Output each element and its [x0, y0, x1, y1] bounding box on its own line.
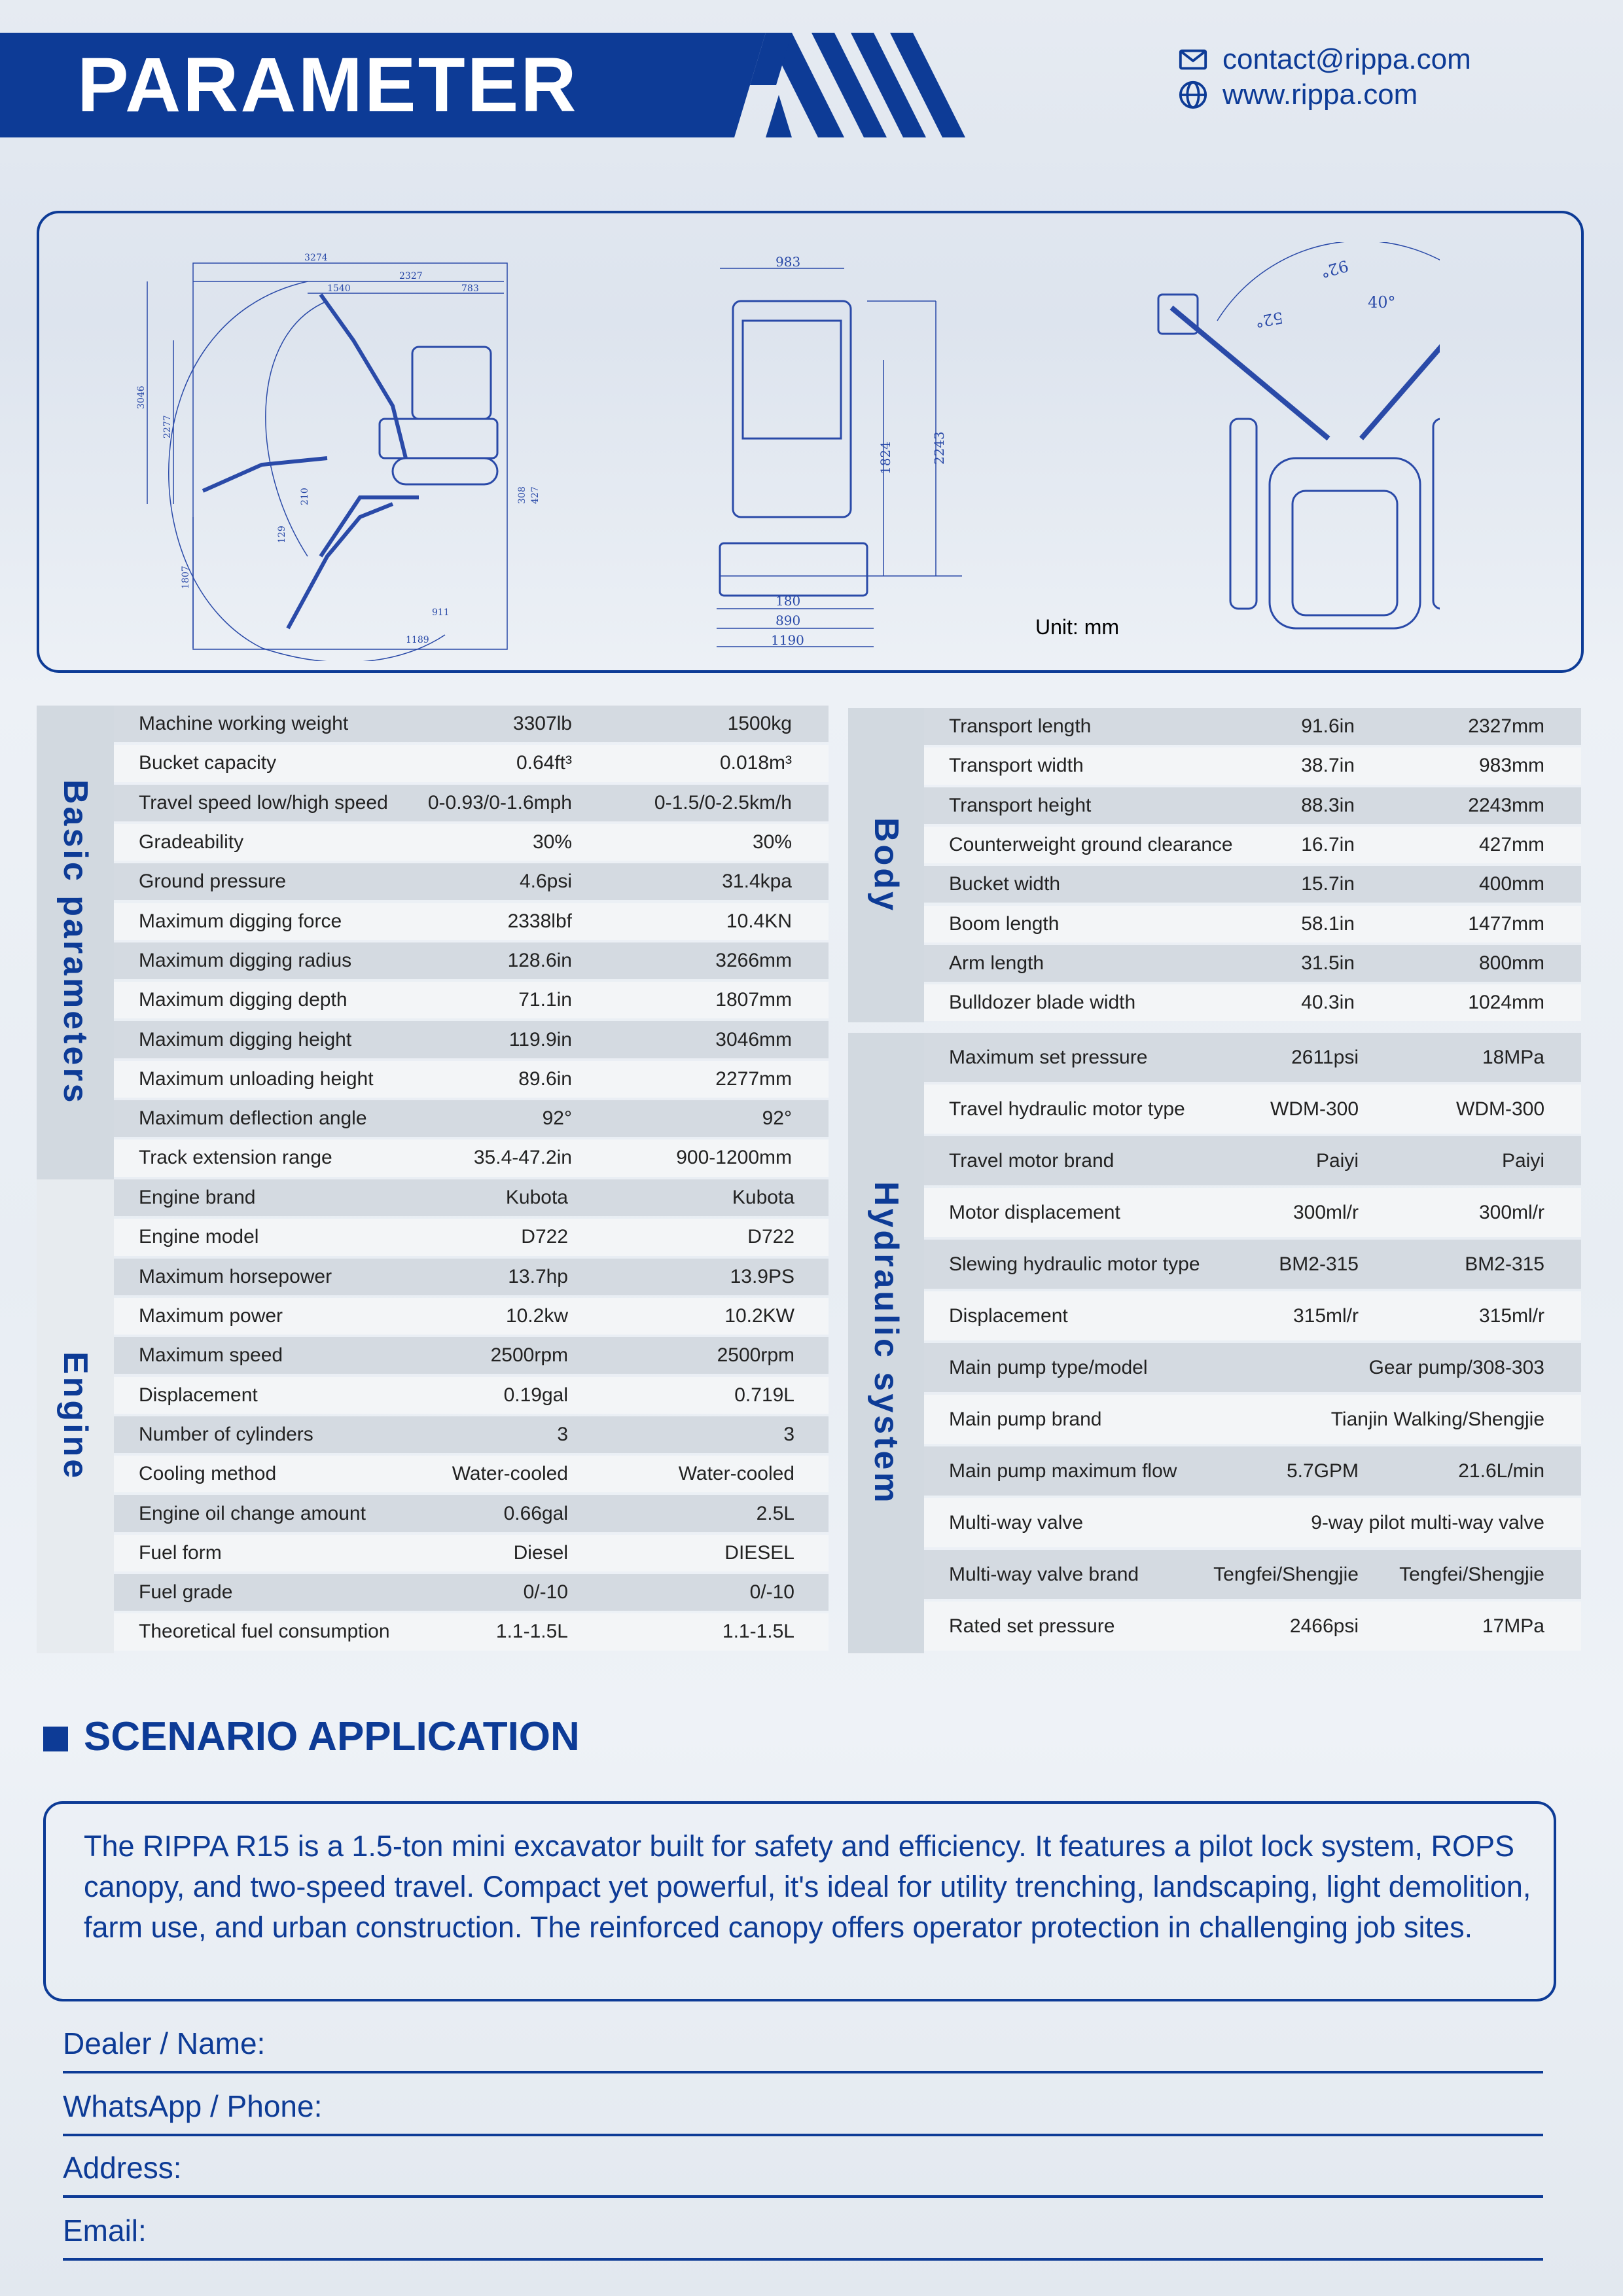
row-value-metric: 1477mm: [1468, 912, 1544, 935]
technical-drawings: [131, 242, 1440, 661]
row-label: Slewing hydraulic motor type: [949, 1253, 1200, 1275]
row-label: Fuel form: [139, 1541, 222, 1564]
table-row: [114, 1337, 829, 1374]
row-label: Engine brand: [139, 1187, 256, 1209]
svg-text:983: 983: [776, 254, 801, 270]
contact-email[interactable]: [1178, 43, 1471, 76]
row-value-imperial: D722: [521, 1226, 568, 1248]
row-label: Boom length: [949, 912, 1060, 935]
row-label: Fuel grade: [139, 1581, 233, 1604]
row-value-metric: 1500kg: [727, 713, 792, 735]
globe-icon: [1178, 80, 1208, 110]
row-label: Displacement: [949, 1304, 1068, 1327]
unit-label: Unit: mm: [1035, 615, 1119, 639]
table-row: [114, 863, 829, 900]
row-value-imperial: 91.6in: [1301, 715, 1355, 738]
row-value-imperial: 3307lb: [512, 713, 572, 735]
row-label: Rated set pressure: [949, 1615, 1115, 1637]
table-row: [114, 1259, 829, 1295]
row-value: Gear pump/308-303: [1368, 1356, 1544, 1378]
row-label: Travel motor brand: [949, 1149, 1115, 1172]
body-label-block: [848, 708, 924, 1022]
row-value-imperial: 58.1in: [1301, 912, 1355, 935]
table-row: [924, 787, 1581, 824]
svg-text:1540: 1540: [327, 283, 351, 294]
svg-text:92°: 92°: [1319, 256, 1351, 281]
row-value-metric: WDM-300: [1455, 1098, 1544, 1120]
row-label: Multi-way valve brand: [949, 1563, 1139, 1585]
row-value-metric: 300ml/r: [1478, 1201, 1544, 1223]
svg-text:1824: 1824: [878, 441, 893, 475]
row-value-metric: 18MPa: [1482, 1046, 1544, 1068]
svg-text:2243: 2243: [931, 431, 947, 465]
row-value-metric: 2243mm: [1468, 794, 1544, 816]
side-view-drawing: [147, 263, 507, 661]
engine-label-block: [37, 1179, 114, 1653]
row-value-imperial: 13.7hp: [508, 1265, 568, 1287]
row-value-metric: 1.1-1.5L: [722, 1621, 794, 1643]
table-row: [924, 1395, 1581, 1444]
row-value-imperial: 92°: [542, 1107, 572, 1130]
table-row: [114, 745, 829, 781]
row-label: Number of cylinders: [139, 1423, 313, 1445]
table-row: [114, 1179, 829, 1216]
row-label: Maximum digging force: [139, 910, 342, 932]
row-label: Multi-way valve: [949, 1511, 1084, 1534]
row-value-imperial: BM2-315: [1279, 1253, 1359, 1275]
row-label: Engine oil change amount: [139, 1502, 366, 1524]
row-label: Transport height: [949, 794, 1092, 816]
row-value-imperial: 30%: [532, 831, 572, 853]
row-label: Maximum horsepower: [139, 1265, 332, 1287]
svg-text:3274: 3274: [304, 253, 328, 263]
table-row: [114, 1574, 829, 1611]
row-value: Tianjin Walking/Shengjie: [1330, 1408, 1544, 1430]
table-row: [114, 1021, 829, 1058]
row-value-metric: 400mm: [1478, 873, 1544, 895]
row-value-metric: BM2-315: [1465, 1253, 1544, 1275]
row-value-metric: 21.6L/min: [1458, 1460, 1544, 1482]
row-value-imperial: Water-cooled: [452, 1463, 568, 1485]
svg-text:890: 890: [776, 613, 801, 628]
row-value-metric: 3266mm: [715, 949, 792, 971]
svg-text:1807: 1807: [181, 565, 191, 589]
row-label: Engine model: [139, 1226, 259, 1248]
row-value-metric: 983mm: [1478, 755, 1544, 777]
svg-text:308: 308: [517, 486, 527, 504]
engine-label: Engine: [56, 1352, 94, 1481]
row-label: Transport width: [949, 755, 1084, 777]
table-row: [114, 1219, 829, 1255]
table-row: [114, 1139, 829, 1176]
row-value-metric: 2277mm: [715, 1067, 792, 1090]
table-row: [924, 866, 1581, 903]
row-value-metric: 3046mm: [715, 1028, 792, 1050]
hydraulic-label: Hydraulic system: [867, 1181, 905, 1505]
row-label: Machine working weight: [139, 713, 349, 735]
table-row: [114, 1495, 829, 1532]
table-row: [114, 1298, 829, 1335]
table-row: [924, 945, 1581, 982]
row-value-imperial: 71.1in: [518, 989, 572, 1011]
row-value-metric: Tengfei/Shengjie: [1399, 1563, 1544, 1585]
row-value-imperial: 128.6in: [507, 949, 572, 971]
row-value-imperial: 0-0.93/0-1.6mph: [427, 791, 572, 814]
table-row: [114, 1061, 829, 1098]
address-field[interactable]: Address:: [63, 2140, 1543, 2198]
row-value-metric: 1024mm: [1468, 992, 1544, 1014]
row-value-imperial: 5.7GPM: [1286, 1460, 1359, 1482]
top-view-drawing: [1158, 242, 1440, 628]
row-value-imperial: 2466psi: [1289, 1615, 1359, 1637]
table-row: [114, 824, 829, 861]
svg-text:1189: 1189: [406, 635, 429, 645]
row-value-imperial: 0.19gal: [503, 1384, 568, 1406]
row-label: Arm length: [949, 952, 1044, 974]
row-value-imperial: 10.2kw: [505, 1305, 568, 1327]
svg-text:911: 911: [432, 607, 450, 618]
row-label: Bulldozer blade width: [949, 992, 1136, 1014]
row-label: Transport length: [949, 715, 1092, 738]
table-row: [114, 982, 829, 1018]
row-value-metric: Paiyi: [1501, 1149, 1544, 1172]
row-value-imperial: 15.7in: [1301, 873, 1355, 895]
table-row: [924, 1343, 1581, 1392]
row-value-imperial: Paiyi: [1315, 1149, 1359, 1172]
row-label: Main pump maximum flow: [949, 1460, 1177, 1482]
website-text: www.rippa.com: [1222, 79, 1418, 111]
row-value-imperial: 119.9in: [508, 1028, 572, 1050]
row-value-imperial: 2500rpm: [490, 1344, 568, 1367]
table-row: [924, 1602, 1581, 1651]
row-value-imperial: 4.6psi: [519, 870, 572, 893]
table-row: [114, 1456, 829, 1492]
row-value-metric: 427mm: [1478, 834, 1544, 856]
row-value-imperial: 35.4-47.2in: [473, 1147, 572, 1169]
row-value-metric: 0.018m³: [719, 752, 792, 774]
row-value-metric: 0/-10: [749, 1581, 794, 1604]
table-row: [924, 747, 1581, 784]
row-value-metric: 800mm: [1478, 952, 1544, 974]
table-row: [924, 1136, 1581, 1185]
svg-text:783: 783: [461, 283, 479, 294]
table-row: [924, 1291, 1581, 1340]
svg-text:2327: 2327: [399, 271, 423, 281]
svg-text:129: 129: [277, 526, 287, 543]
table-row: [114, 1100, 829, 1137]
table-row: [924, 1550, 1581, 1599]
table-row: [114, 1535, 829, 1571]
basic-parameters-label-block: [37, 706, 114, 1179]
row-label: Main pump type/model: [949, 1356, 1148, 1378]
svg-text:180: 180: [776, 593, 801, 609]
table-row: [924, 1033, 1581, 1082]
table-row: [924, 906, 1581, 942]
row-label: Theoretical fuel consumption: [139, 1621, 390, 1643]
row-value-imperial: Diesel: [513, 1541, 568, 1564]
table-row: [114, 706, 829, 742]
row-value-metric: 13.9PS: [730, 1265, 794, 1287]
row-label: Ground pressure: [139, 870, 287, 893]
row-value-imperial: 2338lbf: [507, 910, 572, 932]
row-value-metric: 0-1.5/0-2.5km/h: [654, 791, 792, 814]
row-value-metric: 900-1200mm: [676, 1147, 792, 1169]
row-value-imperial: 0/-10: [523, 1581, 568, 1604]
row-value-metric: 3: [783, 1423, 794, 1445]
table-row: [114, 1613, 829, 1650]
row-value-metric: 315ml/r: [1478, 1304, 1544, 1327]
table-row: [114, 1416, 829, 1453]
row-label: Gradeability: [139, 831, 244, 853]
row-label: Bucket capacity: [139, 752, 277, 774]
row-value: 9-way pilot multi-way valve: [1311, 1511, 1544, 1534]
row-value-imperial: Tengfei/Shengjie: [1213, 1563, 1359, 1585]
row-label: Counterweight ground clearance: [949, 834, 1233, 856]
svg-text:210: 210: [300, 488, 310, 505]
table-row: [924, 1188, 1581, 1237]
table-row: [924, 708, 1581, 745]
table-row: [924, 1240, 1581, 1289]
row-label: Displacement: [139, 1384, 258, 1406]
row-value-metric: Kubota: [732, 1187, 794, 1209]
row-value-imperial: 31.5in: [1301, 952, 1355, 974]
mail-icon: [1178, 45, 1208, 75]
row-value-metric: 92°: [762, 1107, 792, 1130]
row-label: Maximum deflection angle: [139, 1107, 367, 1130]
row-value-metric: 30%: [752, 831, 792, 853]
brand-logo-stripes: [694, 33, 982, 137]
row-value-metric: 2500rpm: [717, 1344, 794, 1367]
row-value-imperial: WDM-300: [1270, 1098, 1359, 1120]
table-row: [924, 1498, 1581, 1547]
email-text: contact@rippa.com: [1222, 43, 1471, 75]
svg-text:40°: 40°: [1368, 293, 1396, 312]
row-label: Maximum unloading height: [139, 1067, 374, 1090]
page-title: PARAMETER: [77, 42, 579, 128]
row-value-imperial: 16.7in: [1301, 834, 1355, 856]
row-value-imperial: 2611psi: [1291, 1046, 1359, 1068]
row-value-imperial: 38.7in: [1301, 755, 1355, 777]
svg-text:427: 427: [530, 486, 541, 504]
section-square-marker: [43, 1727, 68, 1751]
row-value-imperial: 0.66gal: [503, 1502, 568, 1524]
row-label: Maximum power: [139, 1305, 283, 1327]
row-value-metric: 0.719L: [734, 1384, 794, 1406]
row-value-metric: D722: [747, 1226, 794, 1248]
whatsapp-phone-field[interactable]: WhatsApp / Phone:: [63, 2079, 1543, 2136]
row-value-metric: 1807mm: [715, 989, 792, 1011]
row-label: Maximum digging height: [139, 1028, 352, 1050]
svg-text:2277: 2277: [162, 415, 173, 439]
row-label: Travel speed low/high speed: [139, 791, 388, 814]
row-label: Maximum speed: [139, 1344, 283, 1367]
row-value-metric: 31.4kpa: [722, 870, 792, 893]
dealer-name-field[interactable]: Dealer / Name:: [63, 2016, 1543, 2073]
svg-text:1190: 1190: [771, 632, 804, 648]
row-value-imperial: 89.6in: [518, 1067, 572, 1090]
hydraulic-label-block: [848, 1033, 924, 1653]
front-view-drawing: [717, 268, 962, 647]
row-value-imperial: 300ml/r: [1293, 1201, 1359, 1223]
row-label: Motor displacement: [949, 1201, 1120, 1223]
table-row: [924, 827, 1581, 863]
row-value-imperial: 40.3in: [1301, 992, 1355, 1014]
row-label: Bucket width: [949, 873, 1061, 895]
row-label: Travel hydraulic motor type: [949, 1098, 1185, 1120]
basic-parameters-label: Basic parameters: [56, 780, 94, 1105]
row-value-imperial: 315ml/r: [1293, 1304, 1359, 1327]
svg-text:52°: 52°: [1253, 308, 1285, 331]
row-value-imperial: 0.64ft³: [516, 752, 572, 774]
svg-text:3046: 3046: [136, 386, 147, 409]
row-value-metric: Water-cooled: [678, 1463, 794, 1485]
table-row: [114, 785, 829, 821]
row-value-metric: 2327mm: [1468, 715, 1544, 738]
table-row: [924, 984, 1581, 1021]
row-value-metric: DIESEL: [724, 1541, 794, 1564]
scenario-title: SCENARIO APPLICATION: [84, 1714, 580, 1759]
row-value-metric: 10.4KN: [726, 910, 792, 932]
table-row: [114, 903, 829, 940]
contact-website[interactable]: [1178, 79, 1418, 111]
row-value-imperial: 1.1-1.5L: [495, 1621, 568, 1643]
scenario-text: The RIPPA R15 is a 1.5-ton mini excavator built for safety and efficiency. It features a pilot lock system, ROPS canopy, and two-speed travel. Compact yet powerful, it's ideal for utility trenching, landscaping, light demolition, farm use, and urban construction. The reinforced canopy offers operator protection in challenging job sites.: [84, 1829, 1531, 1944]
row-label: Track extension range: [139, 1147, 332, 1169]
row-label: Maximum digging radius: [139, 949, 352, 971]
table-row: [114, 1377, 829, 1414]
row-value-metric: 17MPa: [1482, 1615, 1544, 1637]
row-value-imperial: Kubota: [505, 1187, 568, 1209]
body-label: Body: [867, 817, 905, 913]
table-row: [924, 1085, 1581, 1134]
row-value-metric: 2.5L: [756, 1502, 794, 1524]
row-value-metric: 10.2KW: [724, 1305, 794, 1327]
row-label: Main pump brand: [949, 1408, 1102, 1430]
table-row: [924, 1446, 1581, 1496]
email-field[interactable]: Email:: [63, 2203, 1543, 2261]
row-value-imperial: 88.3in: [1301, 794, 1355, 816]
row-label: Cooling method: [139, 1463, 277, 1485]
table-row: [114, 942, 829, 979]
row-value-imperial: 3: [557, 1423, 568, 1445]
row-label: Maximum digging depth: [139, 989, 348, 1011]
row-label: Maximum set pressure: [949, 1046, 1148, 1068]
